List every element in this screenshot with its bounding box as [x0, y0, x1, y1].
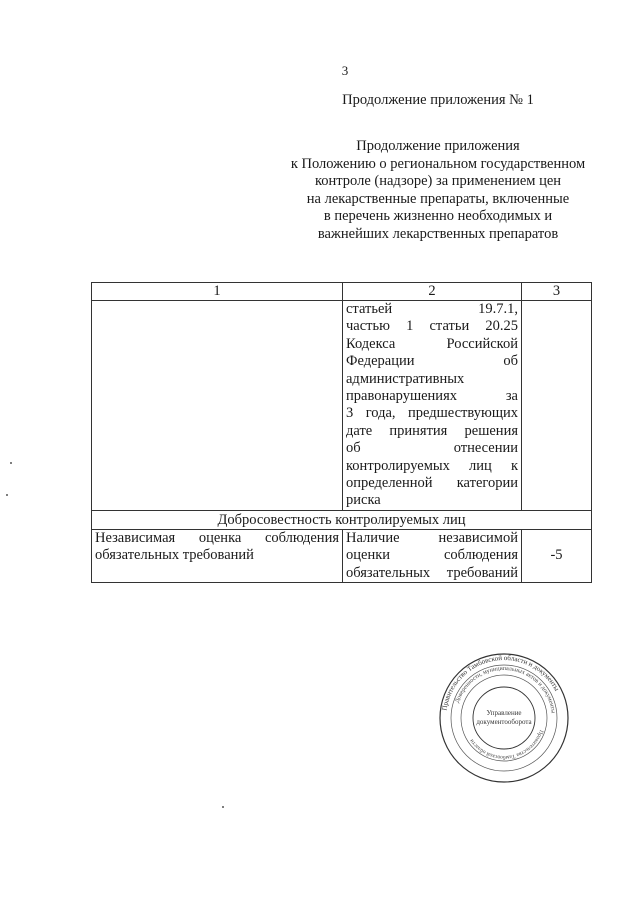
- cell-line: частью 1 статьи 20.25: [346, 318, 518, 335]
- cell-line: риска: [346, 492, 381, 509]
- row1-col2-cell: [343, 301, 522, 511]
- cell-line: дате принятия решения: [346, 422, 518, 439]
- cell-line: 3 года, предшествующих: [346, 405, 518, 422]
- seal-inner-text: Правительства Тамбовской области: [469, 729, 544, 761]
- subtitle-line: контроле (надзоре) за применением цен: [314, 173, 562, 189]
- column-header-3: 3: [522, 283, 592, 301]
- cell-line: Кодекса Российской: [346, 335, 518, 352]
- subtitle-line: к Положению о региональном государственном: [290, 155, 586, 172]
- table-header-row: [92, 283, 592, 301]
- cell-line: правонарушениях за: [346, 388, 518, 405]
- row1-col3-cell: [522, 301, 592, 511]
- cell-line: Независимая оценка соблюдения: [95, 529, 339, 546]
- subtitle-block: [268, 138, 608, 243]
- seal-outer-text: Правительство Тамбовской области и документы: [440, 653, 561, 712]
- page-number: 3: [341, 63, 349, 78]
- section-title: Добросовестность контролируемых лиц: [92, 510, 592, 529]
- cell-line: обязательных требований: [95, 547, 254, 564]
- subtitle-line: важнейших лекарственных препаратов: [317, 225, 559, 242]
- table-row: [92, 529, 592, 582]
- table-row: [92, 301, 592, 511]
- criteria-table: [91, 282, 592, 583]
- scan-speck: [222, 806, 224, 808]
- scan-speck: [6, 494, 8, 496]
- official-seal: [438, 652, 570, 784]
- seal-center-line2: документооборота: [476, 718, 532, 726]
- row1-col1-cell: [92, 301, 343, 511]
- scan-speck: [10, 462, 12, 464]
- subtitle-line: в перечень жизненно необходимых и: [323, 208, 553, 224]
- cell-line: контролируемых лиц к: [346, 457, 518, 474]
- cell-line: Наличие независимой: [346, 529, 518, 546]
- cell-line: обязательных требований: [346, 564, 518, 581]
- cell-line: административных: [346, 370, 465, 387]
- seal-middle-text: Доверенности, муниципальных актов и документы: [454, 665, 556, 714]
- row2-col3-cell: -5: [522, 529, 592, 582]
- cell-line: оценки соблюдения: [346, 547, 518, 564]
- cell-line: об отнесении: [346, 440, 518, 457]
- cell-line: Федерации об: [346, 353, 518, 370]
- subtitle-line: на лекарственные препараты, включенные: [306, 190, 570, 207]
- row2-col1-cell: [92, 529, 343, 582]
- appendix-title: Продолжение приложения № 1: [342, 92, 534, 108]
- column-header-2: 2: [343, 283, 522, 301]
- section-row: [92, 510, 592, 529]
- row2-col2-cell: [343, 529, 522, 582]
- column-header-1: 1: [92, 283, 343, 301]
- seal-center-line1: Управление: [486, 709, 522, 717]
- cell-line: определенной категории: [346, 475, 518, 492]
- cell-line: статьей 19.7.1,: [346, 301, 518, 317]
- svg-text:Правительства Тамбовской облас: [469, 729, 544, 761]
- subtitle-line: Продолжение приложения: [356, 138, 520, 154]
